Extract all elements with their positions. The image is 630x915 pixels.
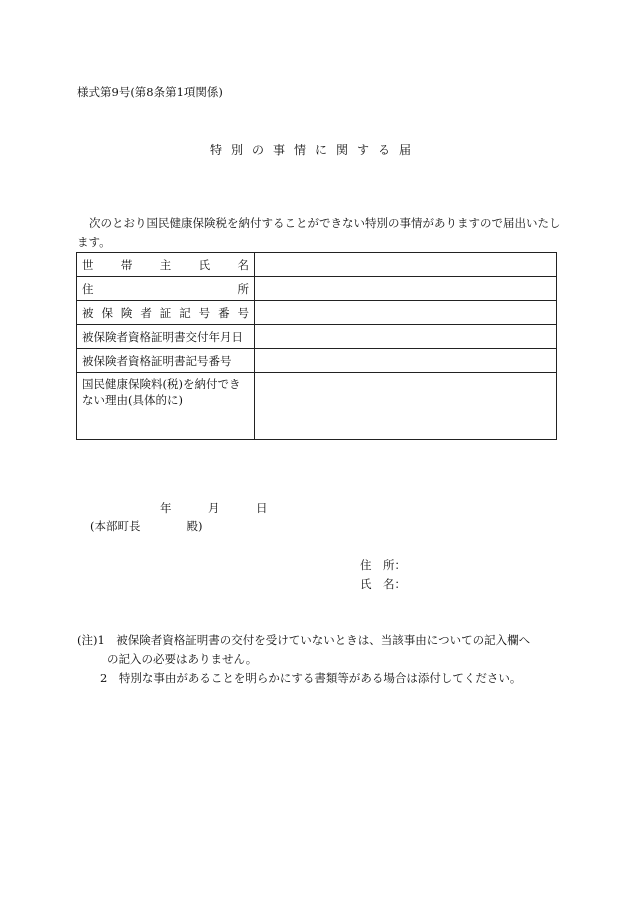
form-reference: 様式第9号(第8条第1項関係) bbox=[77, 85, 223, 99]
field-address[interactable] bbox=[255, 277, 557, 301]
table-row bbox=[77, 349, 557, 373]
table-row bbox=[77, 301, 557, 325]
addressee: (本部町長 殿) bbox=[90, 519, 203, 533]
note-2-prefix: 2 bbox=[100, 671, 108, 685]
date-line bbox=[160, 500, 268, 516]
field-reason[interactable] bbox=[255, 373, 557, 440]
intro-text: 次のとおり国民健康保険税を納付することができない特別の事情がありますので届出いたします。 bbox=[77, 216, 561, 249]
year-label: 年 bbox=[160, 501, 172, 515]
info-table bbox=[76, 252, 557, 440]
day-label: 日 bbox=[256, 501, 268, 515]
table-row bbox=[77, 325, 557, 349]
table-row bbox=[77, 277, 557, 301]
field-insurance-card-number[interactable] bbox=[255, 301, 557, 325]
table-row bbox=[77, 253, 557, 277]
document-title: 特別の事情に関する届 bbox=[209, 143, 420, 157]
label-certificate-issue-date: 被保険者資格証明書交付年月日 bbox=[77, 325, 255, 349]
note-1-prefix: (注)1 bbox=[77, 633, 105, 647]
note-1-line-2: の記入の必要はありません。 bbox=[107, 652, 258, 666]
label-certificate-number: 被保険者資格証明書記号番号 bbox=[77, 349, 255, 373]
applicant-name-label: 氏 名： bbox=[360, 577, 406, 591]
field-certificate-issue-date[interactable] bbox=[255, 325, 557, 349]
label-address: 住 所 bbox=[77, 277, 255, 301]
label-reason: 国民健康保険料(税)を納付できない理由(具体的に) bbox=[77, 373, 255, 440]
note-1-line-1 bbox=[77, 632, 530, 648]
note-1-text: 被保険者資格証明書の交付を受けていないときは、当該事由についての記入欄へ bbox=[116, 633, 531, 647]
applicant-address-label: 住 所： bbox=[360, 558, 406, 572]
table-row bbox=[77, 373, 557, 440]
label-householder-name: 世 帯 主 氏 名 bbox=[77, 253, 255, 277]
field-certificate-number[interactable] bbox=[255, 349, 557, 373]
label-insurance-card-number: 被 保 険 者 証 記 号 番 号 bbox=[77, 301, 255, 325]
field-householder-name[interactable] bbox=[255, 253, 557, 277]
month-label: 月 bbox=[208, 501, 220, 515]
note-2 bbox=[100, 670, 521, 686]
note-2-text: 特別な事由があることを明らかにする書類等がある場合は添付してください。 bbox=[118, 671, 522, 685]
